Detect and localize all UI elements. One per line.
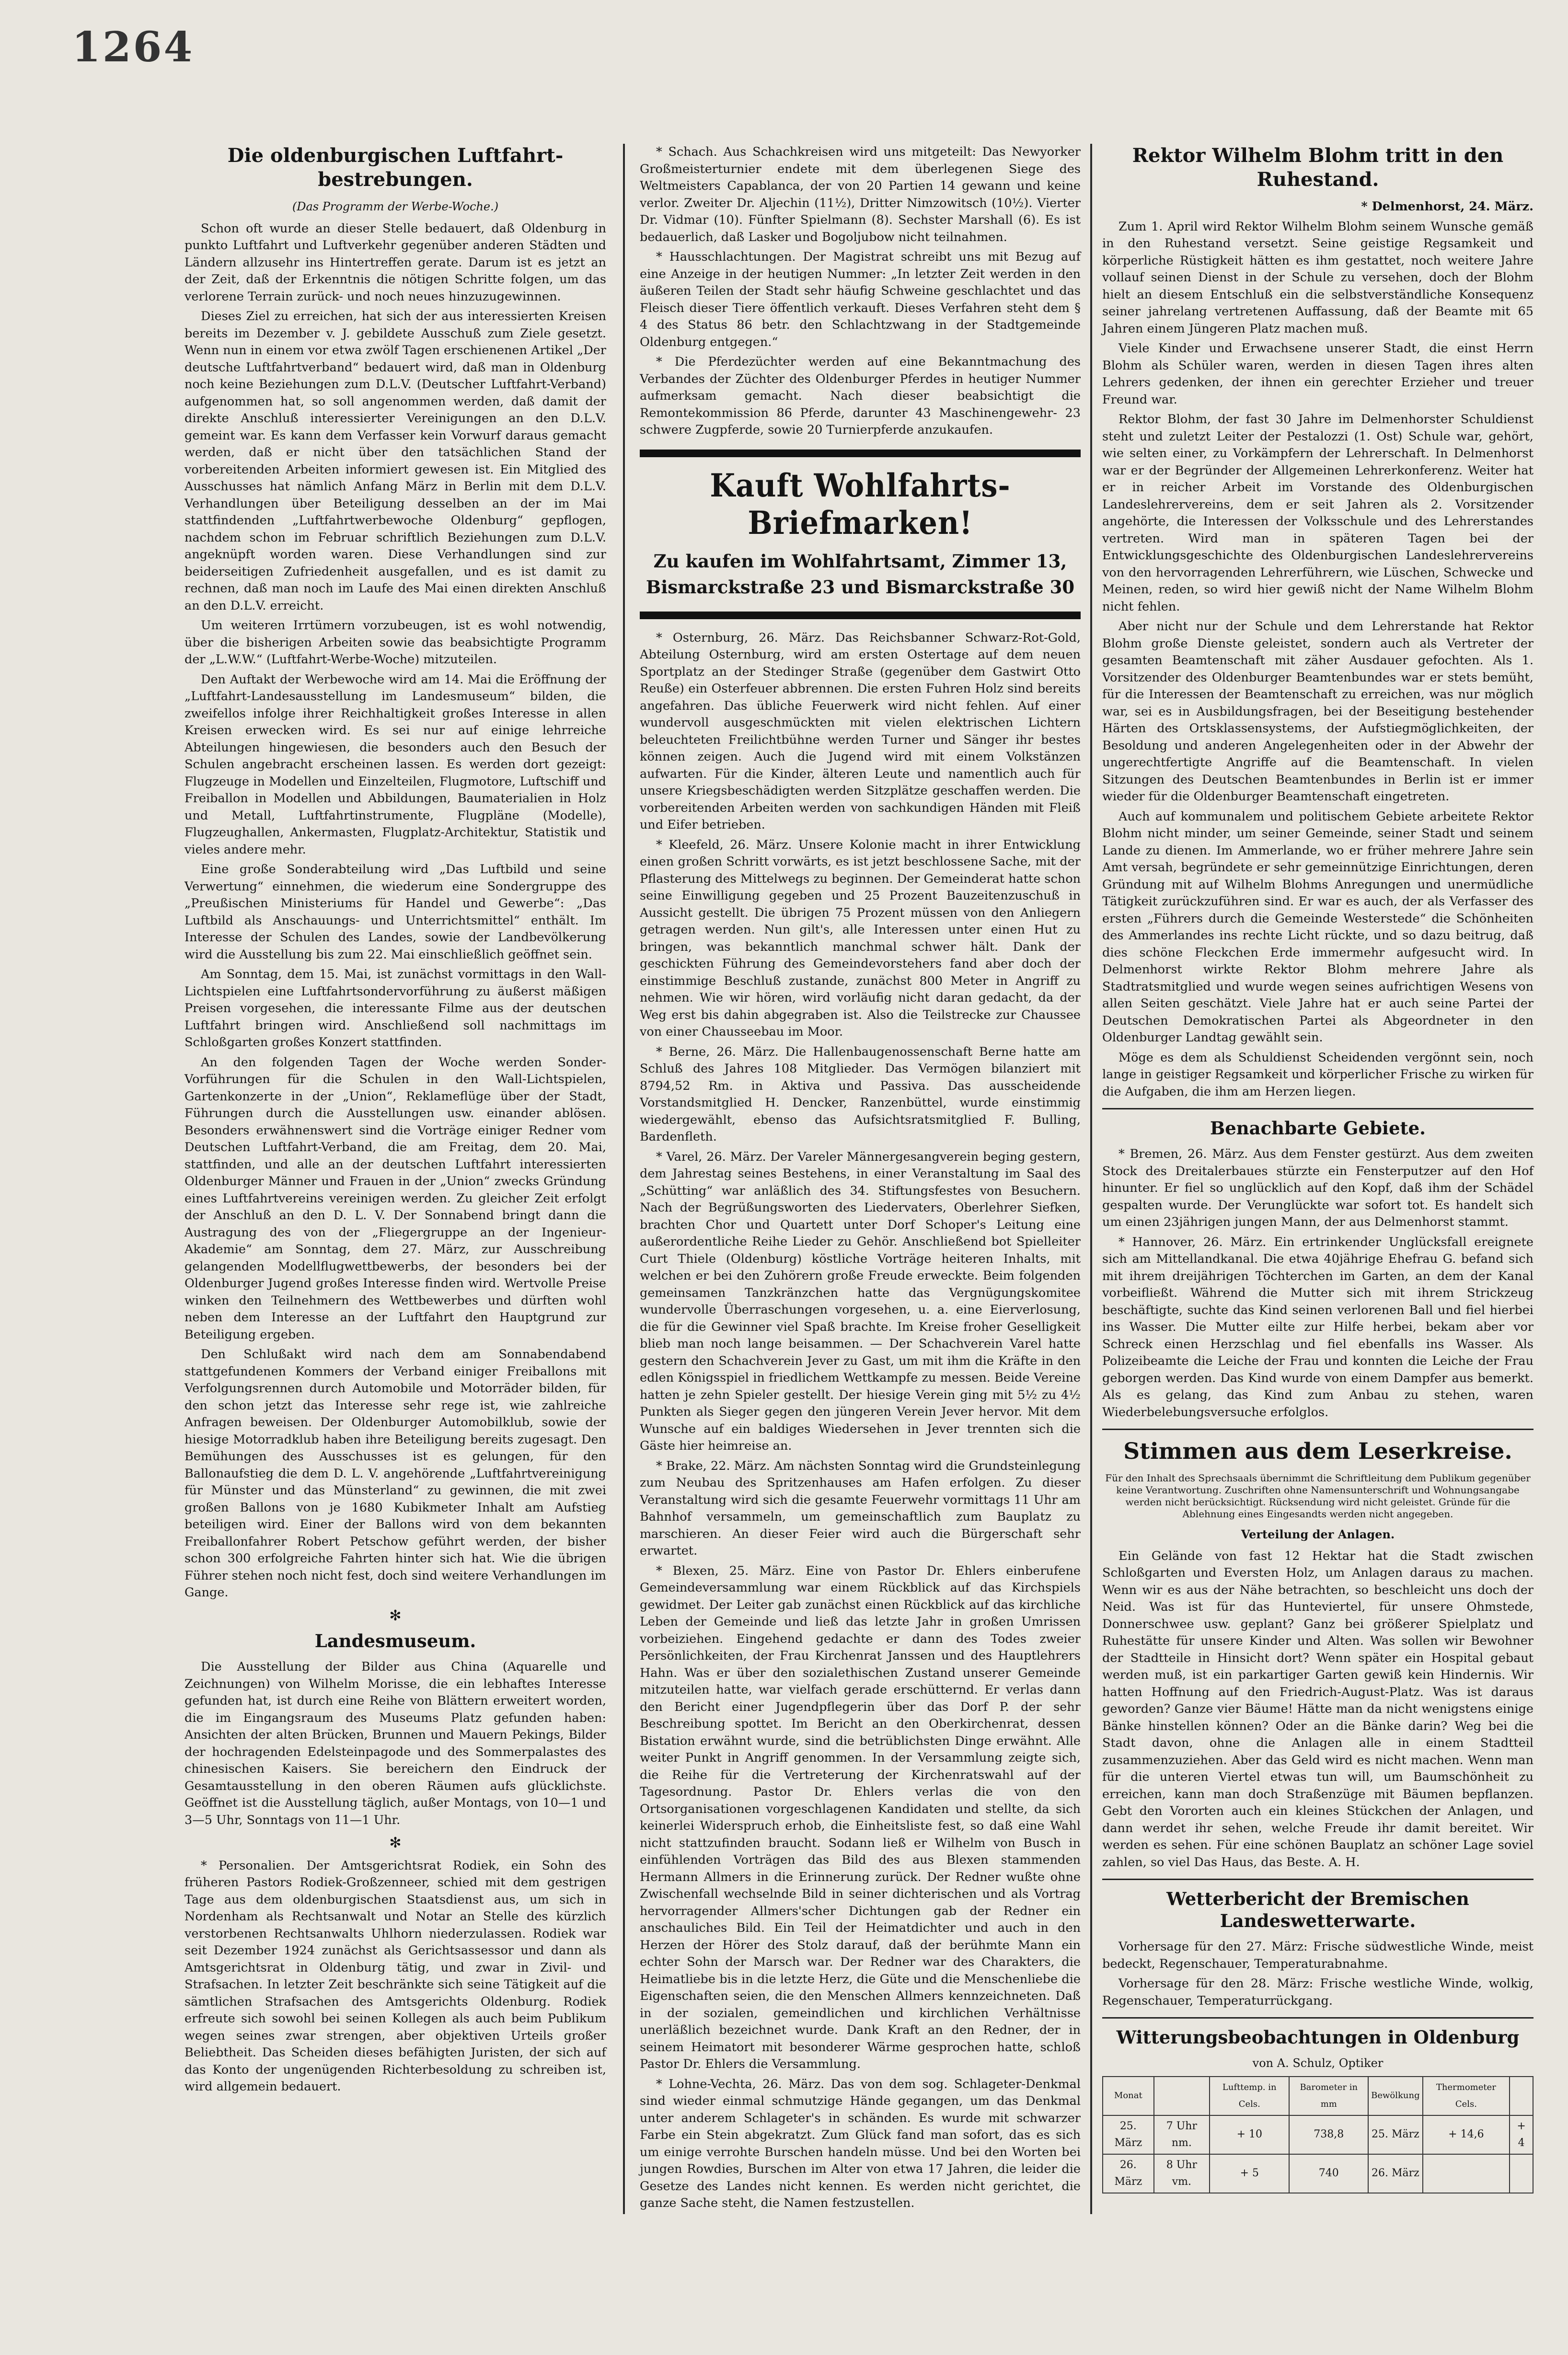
- paragraph: Eine große Sonderabteilung wird „Das Luftbild und seine Verwertung“ einnehmen, die wiederum eine Sondergruppe des „Preußischen Ministeriums für Handel und Gewerbe“: „Das Luftbild als Anschauungs- und Unterrichtsmittel“ enthält. Im Interesse der Schulen des Landes, sowie der Landbevölkerung wird die Ausstellung bis zum 22. Mai einschließlich geöffnet sein.: [184, 862, 606, 962]
- column-1: [184, 144, 606, 2099]
- paragraph: * Hannover, 26. März. Ein ertrinkender Unglücksfall ereignete sich am Mittellandkanal. Die etwa 40jährige Ehefrau G. befand sich mit ihrem dreijährigen Töchterchen im Garten, an dem der Kanal vorbeifließt. Während die Mutter sich mit ihrem Strickzeug beschäftigte, suchte das Kind seinen verlorenen Ball und fiel hierbei ins Wasser. Die Mutter eilte zur Hilfe herbei, bekam aber vor Schreck einen Herzschlag und fiel ebenfalls ins Wasser. Als Polizeibeamte die Leiche der Frau und konnten die Leiche der Frau geborgen werden. Das Kind wurde von einem Dampfer aus bemerkt. Als es gelang, das Kind zum Anbau zu stehen, waren Wiederbelebungsversuche erfolglos.: [1102, 1235, 1533, 1420]
- column-2: [640, 144, 1081, 2215]
- table-header-cell: [1154, 2077, 1210, 2115]
- paragraph: Den Auftakt der Werbewoche wird am 14. Mai die Eröffnung der „Luftfahrt-Landesausstellung im Landesmuseum“ bilden, die zweifellos infolge ihrer Reichhaltigkeit großes Interesse in allen Kreisen erwecken wird. Es sei nur auf einige lehrreiche Abteilungen hingewiesen, die besonders auch den Besuch der Schulen angebracht erscheinen lassen. Es werden dort gezeigt: Flugzeuge in Modellen und Einzelteilen, Flugmotore, Luftschiff und Freiballon in Modellen und Abbildungen, Baumaterialien in Holz und Metall, Luftfahrtinstrumente, Flugpläne (Modelle), Flugzeughallen, Ankermasten, Flugplatz-Architektur, Statistik und vieles andere mehr.: [184, 672, 606, 857]
- column-rule-2: [1090, 144, 1092, 2214]
- paragraph: Vorhersage für den 27. März: Frische südwestliche Winde, meist bedeckt, Regenschauer, Temperaturabnahme.: [1102, 1939, 1533, 1971]
- paragraph: Rektor Blohm, der fast 30 Jahre im Delmenhorster Schuldienst steht und zuletzt Leiter der Pestalozzi (1. Ost) Schule war, gehört, wie selten einer, zu Vorkämpfern der Lehrerschaft. In Delmenhorst war er der Begründer der Allgemeinen Lehrerkonferenz. Weiter hat er in reicher Arbeit im Vorstande des Oldenburgischen Landeslehrervereins, dem er seit Jahren als 2. Vorsitzender angehörte, die Interessen der Volksschule und des Lehrerstandes vertreten. Wird man in späteren Tagen bei der Entwicklungsgeschichte des Oldenburgischen Landeslehrervereins von den hervorragenden Lehrerführern, wie Lüschen, Schwecke und Meinen, reden, so wird hier gewiß nicht der Name Wilhelm Blohm nicht fehlen.: [1102, 412, 1533, 614]
- table-cell: 7 Uhr nm.: [1154, 2115, 1210, 2154]
- divider: [1102, 2017, 1533, 2019]
- table-cell: 25. März: [1103, 2115, 1154, 2154]
- paragraph: Am Sonntag, dem 15. Mai, ist zunächst vormittags in den Wall-Lichtspielen eine Luftfahrtsondervorführung zu äußerst mäßigen Preisen vorgesehen, die interessante Filme aus der deutschen Luftfahrt bringen wird. Anschließend soll nachmittags im Schloßgarten großes Konzert stattfinden.: [184, 967, 606, 1050]
- paragraph-osternburg: * Osternburg, 26. März. Das Reichsbanner Schwarz-Rot-Gold, Abteilung Osternburg, wird am ersten Ostertage auf dem neuen Sportplatz an der Stedinger Straße (gegenüber dem Gastwirt Otto Reuße) ein Osterfeuer abbrennen. Die ersten Fuhren Holz sind bereits angefahren. Das übliche Feuerwerk wird nicht fehlen. Auf einer wundervoll ausgeschmückten mit vielen elektrischen Lichtern beleuchteten Freilichtbühne werden Turner und Sänger ihr bestes können zeigen. Auch die Jugend wird mit einem Volkstänzen aufwarten. Für die Kinder, älteren Leute und namentlich auch für unsere Kriegsbeschädigten werden Sitzplätze geschaffen werden. Die vorbereitenden Arbeiten werden von sachkundigen Händen mit Fleiß und Eifer betrieben.: [640, 630, 1081, 832]
- paragraph: Dieses Ziel zu erreichen, hat sich der aus interessierten Kreisen bereits im Dezember v. J. gebildete Ausschuß zum Ziele gesetzt. Wenn nun in einem vor etwa zwölf Tagen erschienenen Artikel „Der deutsche Luftfahrtverband“ bedauert wird, daß man in Oldenburg noch keine Beziehungen zum D.L.V. (Deutscher Luftfahrt-Verband) aufgenommen hat, so soll angenommen werden, daß damit der direkte Anschluß interessierter Vereinigungen an den D.L.V. gemeint war. Es kann dem Verfasser kein Vorwurf daraus gemacht werden, daß er nicht über den tatsächlichen Stand der vorbereitenden Arbeiten informiert gewesen ist. Ein Mitglied des Ausschusses hat nämlich Anfang März in Berlin mit dem D.L.V. Verhandlungen über Beteiligung desselben an der im Mai stattfindenden „Luftfahrtwerbewoche Oldenburg“ gepflogen, nachdem schon im Februar schriftlich Beziehungen zum D.L.V. angeknüpft worden waren. Diese Verhandlungen sind zur beiderseitigen Zufriedenheit ausgefallen, und es ist damit zu rechnen, daß man noch im Laufe des Mai einen direkten Anschluß an den D.L.V. erreicht.: [184, 309, 606, 613]
- paragraph: Zum 1. April wird Rektor Wilhelm Blohm seinem Wunsche gemäß in den Ruhestand versetzt. Seine geistige Regsamkeit und körperliche Rüstigkeit hätten es ihm gestattet, noch weitere Jahre vollauf seinen Dienst in der Schule zu versehen, doch der Blohm hielt an diesem Entschluß ein die selbstverständliche Konsequenz seiner jahrelang vertretenen Auffassung, daß der Beamte mit 65 Jahren einem Jüngeren Platz machen muß.: [1102, 219, 1533, 336]
- table-header-cell: Barometer in mm: [1289, 2077, 1368, 2115]
- table-cell: 25. März: [1368, 2115, 1423, 2154]
- paragraph-kleefeld: * Kleefeld, 26. März. Unsere Kolonie macht in ihrer Entwicklung einen großen Schritt vorwärts, es ist jetzt beschlossene Sache, mit der Pflasterung des Mittelwegs zu beginnen. Der Gemeinderat hatte schon seine Einwilligung gegeben und 25 Prozent Bauzeitenzuschuß in Aussicht gestellt. Die übrigen 75 Prozent müssen von den Anliegern getragen werden. Nun gilt's, alle Interessen unter einen Hut zu bringen, was bekanntlich manchmal schwer hält. Dank der geschickten Führung des Gemeindevorstehers fand aber doch der einstimmige Beschluß zustande, zunächst 800 Meter in Angriff zu nehmen. Wie wir hören, wird vorläufig nicht daran gedacht, da der Weg erst bis dahin abgegraben ist. Also die Teilstrecke zur Chaussee von einer Chausseebau im Moor.: [640, 837, 1081, 1039]
- table-row: [1103, 2154, 1533, 2193]
- table-cell: 8 Uhr vm.: [1154, 2154, 1210, 2193]
- paragraph: Vorhersage für den 28. März: Frische westliche Winde, wolkig, Regenschauer, Temperaturrückgang.: [1102, 1976, 1533, 2008]
- paragraph-personalien: * Personalien. Der Amtsgerichtsrat Rodiek, ein Sohn des früheren Pastors Rodiek-Großzenneer, schied mit dem gestrigen Tage aus dem oldenburgischen Staatsdienst aus, um sich in Nordenham als Rechtsanwalt und Notar an Stelle des kürzlich verstorbenen Rechtsanwalts Uhlhorn niederzulassen. Rodiek war seit Dezember 1924 zunächst als Gerichtsassessor und dann als Amtsgerichtsrat in Oldenburg tätig, und zwar in Zivil- und Strafsachen. In letzter Zeit beschränkte sich seine Tätigkeit auf die sämtlichen Strafsachen des Amtsgerichts Oldenburg. Rodiek erfreute sich sowohl bei seinen Kollegen als auch beim Publikum wegen seines zwar strengen, aber objektiven Urteils großer Beliebtheit. Das Scheiden dieses befähigten Juristen, der sich auf das Konto der ungenügenden Richterbesoldung zu schreiben ist, wird allgemein bedauert.: [184, 1858, 606, 2094]
- table-cell: 26. März: [1103, 2154, 1154, 2193]
- paragraph: Möge es dem als Schuldienst Scheidenden vergönnt sein, noch lange in geistiger Regsamkeit und körperlicher Frische zu wirken für die Aufgaben, die ihm am Herzen liegen.: [1102, 1050, 1533, 1099]
- table-cell: + 14,6: [1423, 2115, 1510, 2154]
- article-headline-wetterbericht: Wetterbericht der Bremischen Landeswetterwarte.: [1166, 1888, 1469, 1931]
- paragraph-schach: * Schach. Aus Schachkreisen wird uns mitgeteilt: Das Newyorker Großmeisterturnier endete mit dem überlegenen Siege des Weltmeisters Capablanca, der von 20 Partien 14 gewann und keine verlor. Zweiter Dr. Aljechin (11½), Dritter Nimzowitsch (10½). Vierter Dr. Vidmar (10). Fünfter Spielmann (8). Sechster Marshall (6). Es ist bedauerlich, daß Lasker und Bogoljubow nicht teilnahmen.: [640, 145, 1081, 244]
- article-headline-landesmuseum: Landesmuseum.: [314, 1630, 476, 1651]
- table-header-cell: Lufttemp. in Cels.: [1210, 2077, 1289, 2115]
- paragraph: Aber nicht nur der Schule und dem Lehrerstande hat Rektor Blohm große Dienste geleistet, sondern auch als Vertreter der gesamten Beamtenschaft mit zäher Ausdauer gefochten. Als 1. Vorsitzender des Oldenburger Beamtenbundes war er stets bemüht, für die Interessen der Beamtenschaft zu erreichen, was nur möglich war, sei es in Ausbildungsfragen, bei der Beseitigung bestehender Härten des Ortsklassensystems, der Aufstiegmöglichkeiten, der Besoldung und anderen Angelegenheiten oder in der Abwehr der ungerechtfertigte Angriffe auf die Beamtenschaft. In vielen Sitzungen des Deutschen Beamtenbundes in Berlin ist er immer wieder für die Oldenburger Beamtenschaft eingetreten.: [1102, 619, 1533, 804]
- article-headline-benachbarte: Benachbarte Gebiete.: [1210, 1118, 1426, 1139]
- advertisement-briefmarken: [640, 450, 1081, 619]
- weather-table-title: Witterungsbeobachtungen in Oldenburg: [1116, 2027, 1520, 2048]
- ad-line: Zu kaufen im Wohlfahrtsamt, Zimmer 13,: [653, 550, 1067, 572]
- paragraph-varel: * Varel, 26. März. Der Vareler Männergesangverein beging gestern, dem Jahrestag seines Bestehens, in einer Veranstaltung im Saal des „Schütting“ war anläßlich des 34. Stiftungsfestes von Besuchern. Nach der Begrüßungsworten des Liedervaters, Oberlehrer Siefken, brachten Chor und Quartett unter Dorf Schoper's Leitung eine außerordentliche Reihe Lieder zu Gehör. Anschließend bot Spielleiter Curt Thiele (Oldenburg) köstliche Vorträge heiteren Inhalts, mit welchen er bei den Zuhörern große Freude erweckte. Beim folgenden gemeinsamen Tanzkränzchen hatte das Vergnügungskomitee wundervolle Überraschungen vorgesehen, u. a. eine Eierverlosung, die für die Gewinner viel Spaß brachte. Im Kreise froher Geselligkeit blieb man noch lange beisammen. — Der Schachverein Varel hatte gestern den Schachverein Jever zu Gast, um mit ihm die Kräfte in den edlen Königsspiel in friedlichem Wettkampfe zu messen. Beide Vereine hatten je zehn Spieler gestellt. Der hiesige Verein ging mit 5½ zu 4½ Punkten als Sieger gegen den jüngeren Verein Jever hervor. Mit dem Wunsche auf ein baldiges Wiedersehen in Jever trennten sich die Gäste hier heimreise an.: [640, 1149, 1081, 1453]
- paragraph: Den Schlußakt wird nach dem am Sonnabendabend stattgefundenen Kommers der Verband einiger Freiballons mit Verfolgungsrennen durch Automobile und Motorräder bilden, für den schon jetzt das Interesse sehr rege ist, wie zahlreiche Anfragen beweisen. Der Oldenburger Automobilklub, sowie der hiesige Motorradklub haben ihre Beteiligung bereits zugesagt. Den Bemühungen des Ausschusses ist es gelungen, für den Ballonaufstieg die dem D. L. V. angehörende „Luftfahrtvereinigung für Münster und das Münsterland“ zu gewinnen, die mit zwei großen Ballons von je 1680 Kubikmeter Inhalt am Aufstieg beteiligen wird. Einer der Ballons wird von dem bekannten Freiballonfahrer Robert Petschow geführt werden, der bisher schon 300 erfolgreiche Fahrten hinter sich hat. Wie die übrigen Führer stehen noch nicht fest, doch sind weitere Verhandlungen im Gange.: [184, 1347, 606, 1600]
- article-headline-leserkreise: Stimmen aus dem Leserkreise.: [1123, 1438, 1512, 1465]
- table-header-cell: [1510, 2077, 1533, 2115]
- paragraph-pferdezuechter: * Die Pferdezüchter werden auf eine Bekanntmachung des Verbandes der Züchter des Oldenburger Pferdes in heutiger Nummer aufmerksam gemacht. Nach dieser beabsichtigt die Remontekommission 86 Pferde, darunter 43 Maschinengewehr- 23 schwere Zugpferde, sowie 20 Turnierpferde anzukaufen.: [640, 355, 1081, 437]
- paragraph-blexen: * Blexen, 25. März. Eine von Pastor Dr. Ehlers einberufene Gemeindeversammlung war einem Rückblick auf das Kirchspiels gewidmet. Der Leiter gab zunächst einen Rückblick auf das kirchliche Leben der Gemeinde und ließ das letzte Jahr in großen Umrissen vorbeiziehen. Eingehend gedachte er dann des Todes zweier Persönlichkeiten, der Frau Kirchenrat Janssen und des Hauptlehrers Hahn. Was er über den sozialethischen Zustand unserer Gemeinde mitzuteilen hatte, war vielfach gerade erschütternd. Er verlas dann den Bericht einer Jugendpflegerin über das Dorf P. der sehr Beschreibung spottet. Im Bericht an den Oberkirchenrat, dessen Bistation erwähnt wurde, sind die betrüblichsten Dinge erwähnt. Alle weiter Punkt in Angriff genommen. In der Versammlung zeigte sich, die Reihe für die Vertreterung der Kirchenratswahl auf der Tagesordnung. Pastor Dr. Ehlers verlas die von den Ortsorganisationen vorgeschlagenen Kandidaten und stellte, da sich keinerlei Widerspruch erhob, die Einheitsliste fest, so daß eine Wahl nicht stattzufinden braucht. Sodann ließ er Wilhelm von Busch in einfühlenden Vorträgen das Bild des aus Blexen stammenden Hermann Allmers in die Erinnerung zurück. Der Redner wußte ohne Zwischenfall wechselnde Bild in seiner dichterischen und als Vortrag hervorragender Allmers'scher Dichtungen gab der Redner ein anschauliches Bild. Ein Teil der Heimatdichter und auch in den Herzen der Hörer des Stolz darauf, daß der berühmte Mann ein echter Sohn der Marsch war. Der Redner war des Charakters, die Heimatliebe bis in die letzte Herz, die Güte und die Menschenliebe die Eigenschaften seien, die den Menschen Allmers kennzeichneten. Daß in der sozialen, gemeindlichen und kirchlichen Verhältnisse unerläßlich bezeichnet wurde. Dank Kraft an den Redner, der in seinem Heimatort mit besonderer Wärme gesprochen hatte, schloß Pastor Dr. Ehlers die Versammlung.: [640, 1563, 1081, 2071]
- table-header-row: [1103, 2077, 1533, 2115]
- paragraph: Viele Kinder und Erwachsene unserer Stadt, die einst Herrn Blohm als Schüler waren, werden in diesen Tagen ihres alten Lehrers gedenken, der ihnen ein gerechter Erzieher und treuer Freund war.: [1102, 341, 1533, 407]
- ad-line: Bismarckstraße 23 und Bismarckstraße 30: [646, 576, 1075, 598]
- table-cell: 26. März: [1368, 2154, 1423, 2193]
- paragraph-berne: * Berne, 26. März. Die Hallenbaugenossenschaft Berne hatte am Schluß des Jahres 108 Mitglieder. Das Vermögen bilanziert mit 8794,52 Rm. in Aktiva und Passiva. Das ausscheidende Vorstandsmitglied H. Dencker, Ranzenbüttel, wurde einstimmig wiedergewählt, ebenso das Aufsichtsratsmitglied F. Bulling, Bardenfleth.: [640, 1044, 1081, 1144]
- divider: [1102, 1429, 1533, 1430]
- ad-title: Kauft Wohlfahrts-Briefmarken!: [710, 466, 1011, 542]
- paragraph: Die Ausstellung der Bilder aus China (Aquarelle und Zeichnungen) von Wilhelm Morisse, die ein lebhaftes Interesse gefunden hat, ist durch eine Reihe von Blättern erweitert worden, die im Eingangsraum des Museums Platz gefunden haben: Ansichten der alten Brücken, Brunnen und Mauern Pekings, Bilder der hochragenden Edelsteinpagode und des Sommerpalastes des chinesischen Kaisers. Sie bereichern den Eindruck der Gesamtausstellung in den oberen Räumen aufs glücklichste. Geöffnet ist die Ausstellung täglich, außer Montags, von 10—1 und 3—5 Uhr, Sonntags von 11—1 Uhr.: [184, 1660, 606, 1827]
- article-headline-luftfahrt: Die oldenburgischen Luftfahrt-bestrebungen.: [227, 144, 564, 191]
- paragraph: Ein Gelände von fast 12 Hektar hat die Stadt zwischen Schloßgarten und Eversten Holz, um Anlagen daraus zu machen. Wenn wir es aus der Nähe betrachten, so beschleicht uns doch der Neid. Was ist für das Hunteviertel, für unsere Ohmstede, Donnerschwee usw. geplant? Ganz bei größerer Spielplatz und Ruhestätte für unsere Kinder und Alten. Was sollen wir Bewohner der Stadtteile in Hinsicht dort? Wenn später ein Hospital gebaut werden muß, ist ein parkartiger Garten gewiß kein Hindernis. Wir hatten Hoffnung auf den Friedrich-August-Platz. Was ist daraus geworden? Ganze vier Bäume! Hätte man da nicht wenigstens einige Bänke hinstellen können? Oder an die Bänke darin? Weg bei die Stadt davon, ohne die Anlagen alle in einem Stadtteil zusammenzuziehen. Aber das Geld wird es nicht machen. Wenn man für die unteren Viertel etwas tun will, um Baumschönheit zu erreichen, kann man doch Straßenzüge mit Bäumen bepflanzen. Gebt den Vororten auch ein kleines Stückchen der Anlagen, und dann werdet ihr sehen, welche Freude ihr damit bereitet. Wir werden es sehen. Für eine schönen Bauplatz an schöner Lage soviel zahlen, so viel Das Haus, das Beste. A. H.: [1102, 1548, 1533, 1870]
- column-3: [1102, 144, 1533, 2193]
- table-row: [1103, 2115, 1533, 2154]
- separator-ornament: ✻: [389, 1835, 402, 1851]
- divider: [1102, 1879, 1533, 1880]
- article-subheadline-luftfahrt: (Das Programm der Werbe-Woche.): [292, 200, 499, 213]
- page-number: 1264: [72, 23, 195, 71]
- table-header-cell: Bewölkung: [1368, 2077, 1423, 2115]
- table-cell: 738,8: [1289, 2115, 1368, 2154]
- table-header-cell: Monat: [1103, 2077, 1154, 2115]
- column-rule-1: [623, 144, 625, 2214]
- letter-title: Verteilung der Anlagen.: [1241, 1527, 1395, 1541]
- separator-ornament: ✻: [389, 1607, 402, 1624]
- paragraph-lohne: * Lohne-Vechta, 26. März. Das von dem sog. Schlageter-Denkmal sind wieder einmal schmutzige Hände gegangen, um das Denkmal unter anderem Schlageter's in schänden. Es wurde mit schwarzer Farbe ein Stein abgekratzt. Zum Glück fand man sofort, das es sich um einige verrohte Burschen handeln müsse. Und bei den Worten bei jungen Rowdies, Burschen im Alter von etwa 17 Jahren, die leider die Gesetze des Landes nicht kennen. Es werden nicht gerichtet, die ganze Sache steht, die Namen festzustellen.: [640, 2077, 1081, 2210]
- paragraph: * Bremen, 26. März. Aus dem Fenster gestürzt. Aus dem zweiten Stock des Dreitalerbaues stürzte ein Fensterputzer auf den Hof hinunter. Er fiel so unglücklich auf den Kopf, daß ihm der Schädel gespalten wurde. Der Verunglückte war sofort tot. Es handelt sich um einen 23jährigen jungen Mann, der aus Delmenhorst stammt.: [1102, 1147, 1533, 1229]
- paragraph: An den folgenden Tagen der Woche werden Sonder-Vorführungen für die Schulen in den Wall-Lichtspielen, Gartenkonzerte in der „Union“, Reklameflüge über der Stadt, Führungen durch die Ausstellungen usw. einander ablösen. Besonders erwähnenswert sind die Vorträge einiger Redner vom Deutschen Luftfahrt-Verband, die am Freitag, dem 20. Mai, stattfinden, und alle an der deutschen Luftfahrt interessierten Oldenburger Männer und Frauen in der „Union“ zwecks Gründung eines Luftfahrtvereins vereinigen werden. Zu gleicher Zeit erfolgt der Anschluß an den D. L. V. Der Sonnabend bringt dann die Austragung des von der „Fliegergruppe an der Ingenieur-Akademie“ am Sonntag, dem 27. März, zur Ausschreibung gelangenden Modellflugwettbewerbs, der besonders bei der Oldenburger Jugend großes Interesse finden wird. Wertvolle Preise winken den Teilnehmern des Wettbewerbes und dürften wohl neben dem Interesse an der Luftfahrt den Hauptgrund zur Beteiligung ergeben.: [184, 1055, 606, 1342]
- dateline: * Delmenhorst, 24. März.: [1361, 199, 1533, 214]
- divider: [1102, 1108, 1533, 1109]
- table-cell: [1423, 2154, 1510, 2193]
- table-cell: 740: [1289, 2154, 1368, 2193]
- weather-observations-table: [1102, 2076, 1533, 2193]
- paragraph: Auch auf kommunalem und politischem Gebiete arbeitete Rektor Blohm nicht minder, um seiner Gemeinde, seiner Stadt und seinem Lande zu dienen. Im Ammerlande, wo er früher mehrere Jahre sein Amt versah, begründete er sehr gemeinnützige Einrichtungen, deren Gründung mit auf Wilhelm Blohms Anregungen und unermüdliche Tätigkeit zurückzuführen sind. Er war es auch, der als Verfasser des ersten „Führers durch die Gemeinde Westerstede“ die Schönheiten des Ammerlandes ins rechte Licht rückte, und so dazu beitrug, daß dies schöne Fleckchen Erde immermehr aufgesucht wird. In Delmenhorst wirkte Rektor Blohm mehrere Jahre als Stadtratsmitglied und wurde wegen seines aufrichtigen Wesens von allen Seiten geschätzt. Viele Jahre hat er auch seine Partei der Deutschen Demokratischen Partei als Abgeordneter in den Oldenburger Landtag gewählt sein.: [1102, 809, 1533, 1045]
- editorial-notice: Für den Inhalt des Sprechsaals übernimmt die Schriftleitung dem Publikum gegenüber keine Verantwortung. Zuschriften ohne Namensunterschrift und Wohnungsangabe werden nicht berücksichtigt. Rücksendung wird nicht geleistet. Gründe für die Ablehnung eines Eingesandts werden nicht angegeben.: [1105, 1472, 1531, 1520]
- table-cell: [1510, 2154, 1533, 2193]
- table-cell: + 4: [1510, 2115, 1533, 2154]
- paragraph: Schon oft wurde an dieser Stelle bedauert, daß Oldenburg in punkto Luftfahrt und Luftverkehr gegenüber anderen Städten und Ländern allzusehr ins Hintertreffen gerate. Darum ist es jetzt an der Zeit, daß der Erkenntnis die nötigen Schritte folgen, um das verlorene Terrain zurück- und noch neues hinzuzugewinnen.: [184, 221, 606, 304]
- paragraph: Um weiteren Irrtümern vorzubeugen, ist es wohl notwendig, über die bisherigen Arbeiten sowie das beabsichtigte Programm der „L.W.W.“ (Luftfahrt-Werbe-Woche) mitzuteilen.: [184, 618, 606, 667]
- article-body-luftfahrt: [184, 220, 606, 1602]
- weather-table-byline: von A. Schulz, Optiker: [1252, 2056, 1384, 2070]
- paragraph-brake: * Brake, 22. März. Am nächsten Sonntag wird die Grundsteinlegung zum Neubau des Spritzenhauses am Hafen erfolgen. Zu dieser Veranstaltung wird sich die gesamte Feuerwehr vormittags 11 Uhr am Bahnhof versammeln, um gemeinschaftlich zum Bauplatz zu marschieren. An dieser Feier wird auch die Bürgerschaft sehr erwartet.: [640, 1458, 1081, 1558]
- table-cell: + 10: [1210, 2115, 1289, 2154]
- table-header-cell: Thermometer Cels.: [1423, 2077, 1510, 2115]
- table-cell: + 5: [1210, 2154, 1289, 2193]
- paragraph-hausschlachtungen: * Hausschlachtungen. Der Magistrat schreibt uns mit Bezug auf eine Anzeige in der heutigen Nummer: „In letzter Zeit werden in den äußeren Teilen der Stadt sehr häufig Schweine geschlachtet und das Fleisch dieser Tiere öffentlich verkauft. Dieses Verfahren steht dem § 4 des Status 86 betr. den Schlachtzwang in der Stadtgemeinde Oldenburg entgegen.“: [640, 250, 1081, 349]
- article-headline-blohm: Rektor Wilhelm Blohm tritt in den Ruhestand.: [1132, 144, 1504, 191]
